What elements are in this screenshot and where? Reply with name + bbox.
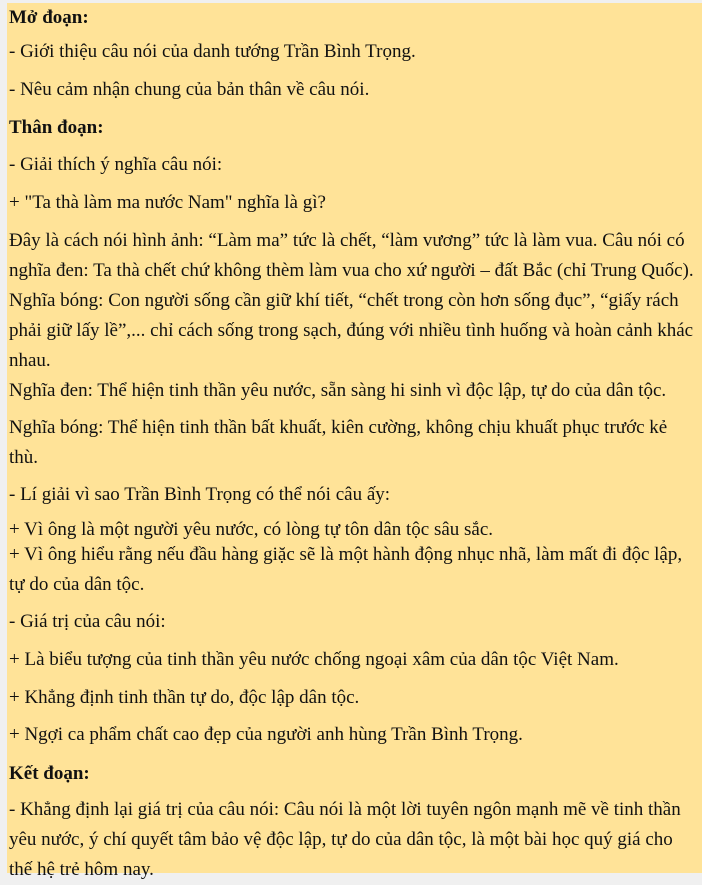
- gia-tri-item-3: + Ngợi ca phẩm chất cao đẹp của người anh hùng Trần Bình Trọng.: [9, 724, 523, 745]
- heading-than-doan: Thân đoạn:: [9, 117, 104, 138]
- nghia-den-line: Nghĩa đen: Thể hiện tinh thần yêu nước, sẵn sàng hi sinh vì độc lập, tự do của dân tộc.: [9, 380, 667, 401]
- explanation-paragraph: Đây là cách nói hình ảnh: “Làm ma” tức là chết, “làm vương” tức là làm vua. Câu nói có nghĩa đen: Ta thà chết chứ không thèm làm vua cho xứ người – đất Bắc (chỉ Trung Quốc). Nghĩa bóng: Con người sống cần giữ khí tiết, “chết trong còn hơn sống đục”, “giấy rách phải giữ lấy lề”,... chỉ cách sống trong sạch, đúng với nhiều tình huống và hoàn cảnh khác nhau.: [9, 230, 694, 371]
- mo-doan-item-1: - Giới thiệu câu nói của danh tướng Trần Bình Trọng.: [9, 41, 416, 62]
- li-giai-item-1: + Vì ông là một người yêu nước, có lòng tự tôn dân tộc sâu sắc.: [9, 519, 494, 540]
- gia-tri-label: - Giá trị của câu nói:: [9, 611, 166, 632]
- question-line: + "Ta thà làm ma nước Nam" nghĩa là gì?: [9, 192, 326, 213]
- ket-doan-item-1: - Khẳng định lại giá trị của câu nói: Câu nói là một lời tuyên ngôn mạnh mẽ về tinh thần yêu nước, ý chí quyết tâm bảo vệ độc lập, tự do của dân tộc, là một bài học quý giá cho thế hệ trẻ hôm nay.: [9, 799, 681, 880]
- li-giai-item-2: + Vì ông hiểu rằng nếu đầu hàng giặc sẽ là một hành động nhục nhã, làm mất đi độc lập, tự do của dân tộc.: [9, 544, 683, 595]
- heading-ket-doan: Kết đoạn:: [9, 763, 90, 784]
- heading-mo-doan: Mở đoạn:: [9, 7, 89, 28]
- nghia-bong-paragraph: Nghĩa bóng: Thể hiện tinh thần bất khuất, kiên cường, không chịu khuất phục trước kẻ thù.: [9, 417, 668, 468]
- li-giai-label: - Lí giải vì sao Trần Bình Trọng có thể nói câu ấy:: [9, 484, 391, 505]
- gia-tri-item-2: + Khẳng định tinh thần tự do, độc lập dân tộc.: [9, 687, 360, 708]
- essay-outline-document: [7, 3, 702, 880]
- mo-doan-item-2: - Nêu cảm nhận chung của bản thân về câu nói.: [9, 79, 370, 100]
- gia-tri-item-1: + Là biểu tượng của tinh thần yêu nước chống ngoại xâm của dân tộc Việt Nam.: [9, 649, 619, 670]
- giai-thich-label: - Giải thích ý nghĩa câu nói:: [9, 154, 223, 175]
